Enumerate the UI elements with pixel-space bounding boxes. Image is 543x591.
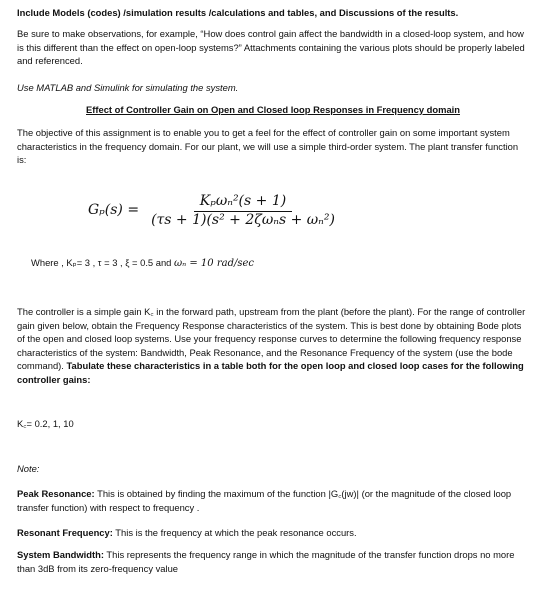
- parameter-values: [31, 256, 254, 271]
- note-peak-resonance: [17, 487, 529, 514]
- equation-denominator: (τs + 1)(s² + 2ζωₙs + ωₙ²): [151, 211, 335, 228]
- note-system-bandwidth: [17, 548, 529, 575]
- note-label: Note:: [17, 463, 40, 474]
- note-text: This represents the frequency range in which the magnitude of the transfer function drops no more than 3dB from its zero-frequency value: [17, 549, 515, 574]
- tools-note: Use MATLAB and Simulink for simulating the system.: [17, 82, 239, 93]
- note-term: Peak Resonance:: [17, 488, 95, 499]
- equation-lhs: Gₚ(s) =: [88, 202, 140, 219]
- section-title: Effect of Controller Gain on Open and Closed loop Responses in Frequency domain: [86, 104, 460, 115]
- note-resonant-frequency: [17, 526, 529, 540]
- controller-tabulate-text: Tabulate these characteristics in a table both for the open loop and closed loop cases for the following controller gains:: [17, 360, 524, 385]
- controller-text: The controller is a simple gain K꜀ in the forward path, upstream from the plant (before the plant). For the range of controller gain given below, obtain the Frequency Response characteristics of the system. This is best done by obtaining Bode plots of the open and closed loop systems. Use your frequency response curves to determine the following frequency response characteristics of the system: Bandwidth, Peak Resonance, and the Resonance Frequency of the system (use the bode command).: [17, 306, 526, 371]
- intro-paragraph: Be sure to make observations, for example, “How does control gain affect the bandwidth in a closed-loop system, and how is this different than the effect on open-loop systems?” Attachments containing the various plots should be properly labeled and referenced.: [17, 28, 525, 66]
- page-heading: Include Models (codes) /simulation results /calculations and tables, and Discussions of the results.: [17, 7, 459, 18]
- note-term: System Bandwidth:: [17, 549, 104, 560]
- objective-paragraph: The objective of this assignment is to enable you to get a feel for the effect of controller gain on some important system characteristics in the frequency domain. For our plant, we will use a simple third-order system. The plant transfer function is:: [17, 127, 519, 165]
- note-term: Resonant Frequency:: [17, 527, 113, 538]
- note-text: This is obtained by finding the maximum of the function |G꜀(jw)| (or the magnitude of the closed loop transfer function) with respect to frequency .: [17, 488, 512, 513]
- controller-paragraph: [17, 305, 529, 386]
- note-text: This is the frequency at which the peak resonance occurs.: [112, 527, 357, 538]
- equation-numerator: Kₚωₙ²(s + 1): [194, 195, 292, 212]
- equation-fraction: [145, 195, 341, 227]
- parameter-prefix: Where , Kₚ= 3 , τ = 3 , ξ = 0.5 and: [31, 257, 174, 268]
- natural-frequency-value: ωₙ = 10 rad/sec: [173, 258, 254, 269]
- controller-gains: K꜀= 0.2, 1, 10: [17, 418, 74, 429]
- transfer-function-equation: [88, 188, 408, 234]
